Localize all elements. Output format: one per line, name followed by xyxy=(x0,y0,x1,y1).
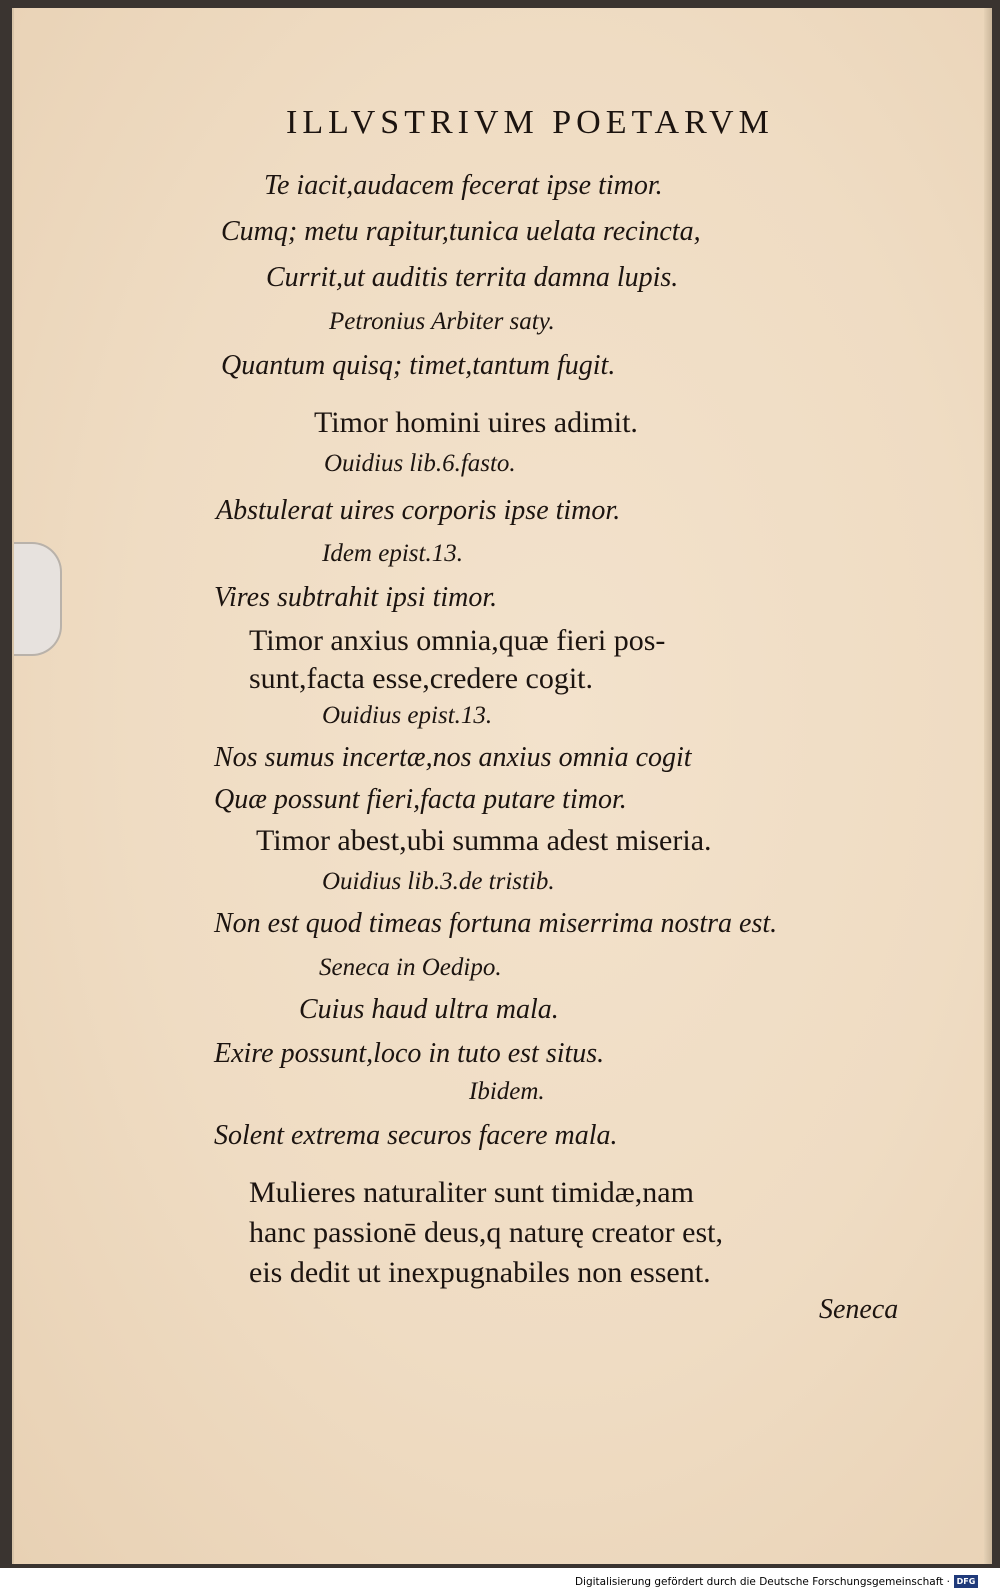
text-line: Quantum quisq; timet,tantum fugit. xyxy=(221,350,616,381)
maxim-line: sunt,facta esse,credere cogit. xyxy=(249,662,593,695)
text-line: Cuius haud ultra mala. xyxy=(299,994,559,1025)
citation-line: Seneca in Oedipo. xyxy=(319,954,502,981)
catchword: Seneca xyxy=(819,1294,899,1325)
text-line: Te iacit,audacem fecerat ipse timor. xyxy=(264,170,663,201)
text-line: Abstulerat uires corporis ipse timor. xyxy=(216,495,621,526)
text-line: Currit,ut auditis territa damna lupis. xyxy=(266,262,679,293)
text-line: Nos sumus incertæ,nos anxius omnia cogit xyxy=(214,742,692,773)
maxim-line: eis dedit ut inexpugnabiles non essent. xyxy=(249,1256,711,1289)
maxim-line: hanc passionē deus,q naturę creator est, xyxy=(249,1216,723,1249)
book-clasp xyxy=(14,542,62,656)
maxim-line: Timor anxius omnia,quæ fieri pos- xyxy=(249,624,666,657)
maxim-line: Timor homini uires adimit. xyxy=(314,406,638,439)
show-through-text xyxy=(654,158,974,1278)
citation-line: Idem epist.13. xyxy=(322,540,463,567)
text-line: Solent extrema securos facere mala. xyxy=(214,1120,618,1151)
citation-line: Ouidius lib.6.fasto. xyxy=(324,450,516,477)
citation-line: Petronius Arbiter saty. xyxy=(329,308,555,335)
book-page xyxy=(12,8,992,1564)
citation-line: Ibidem. xyxy=(469,1078,545,1105)
digitization-footer xyxy=(0,1568,1000,1596)
running-head: ILLVSTRIVM POETARVM xyxy=(286,104,774,141)
text-line: Vires subtrahit ipsi timor. xyxy=(214,582,498,613)
citation-line: Ouidius epist.13. xyxy=(322,702,493,729)
text-line: Quæ possunt fieri,facta putare timor. xyxy=(214,784,627,815)
maxim-line: Timor abest,ubi summa adest miseria. xyxy=(256,824,712,857)
page-edge xyxy=(984,8,992,1564)
dfg-logo-icon: DFG xyxy=(954,1575,978,1588)
funding-credit: Digitalisierung gefördert durch die Deutsche Forschungsgemeinschaft · xyxy=(574,1576,950,1588)
citation-line: Ouidius lib.3.de tristib. xyxy=(322,868,555,895)
text-line: Exire possunt,loco in tuto est situs. xyxy=(214,1038,605,1069)
text-line: Cumq; metu rapitur,tunica uelata recincta, xyxy=(221,216,701,247)
text-line: Non est quod timeas fortuna miserrima nostra est. xyxy=(214,908,778,939)
maxim-line: Mulieres naturaliter sunt timidæ,nam xyxy=(249,1176,694,1209)
